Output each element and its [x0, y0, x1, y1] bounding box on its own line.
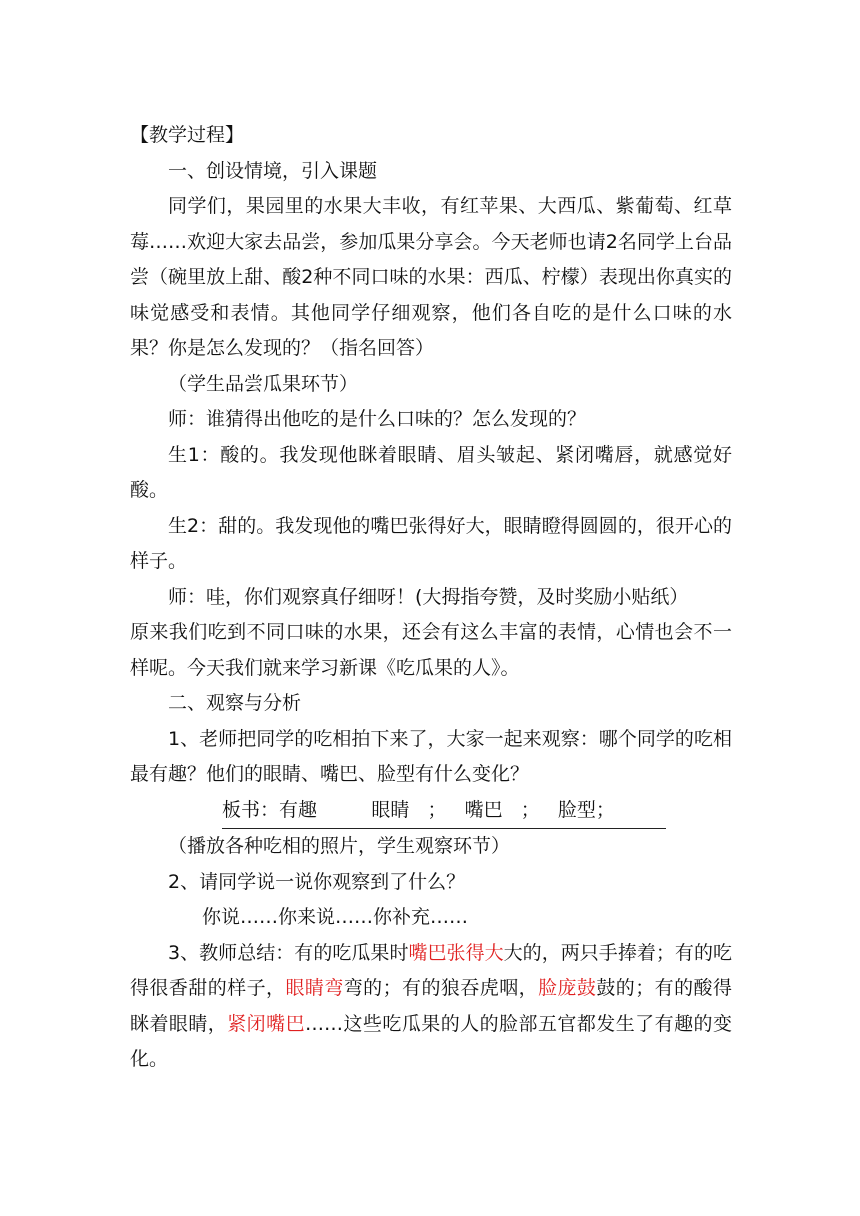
paragraph-stage-note: （学生品尝瓜果环节） [168, 372, 359, 395]
section-title-2: 二、观察与分析 [168, 692, 302, 714]
paragraph-photo-note: （播放各种吃相的照片，学生观察环节） [168, 835, 511, 857]
paragraph-summary [130, 936, 732, 1078]
summary-text-4: 鼓的；有的酸得眯着眼睛， [130, 977, 732, 1035]
summary-text-2: 大的，两只手捧着；有的吃得很香甜的样子， [130, 941, 732, 999]
document-page [130, 118, 732, 1078]
summary-text-5: ……这些吃瓜果的人的脸部五官都发生了有趣的变化。 [130, 1012, 732, 1070]
paragraph-teacher-praise: 师：哇，你们观察真仔细呀！(大拇指夸赞，及时奖励小贴纸） [168, 585, 689, 608]
summary-text-3: 弯的；有的狼吞虎咽， [343, 977, 539, 999]
paragraph-observe: 1、老师把同学的吃相拍下来了，大家一起来观察：哪个同学的吃相最有趣？他们的眼睛、嘴巴、脸型有什么变化？ [130, 727, 732, 785]
paragraph-teacher-question: 师：谁猜得出他吃的是什么口味的？怎么发现的？ [168, 408, 587, 430]
paragraph-lesson-intro: 原来我们吃到不同口味的水果，还会有这么丰富的表情，心情也会不一样呢。今天我们就来学习新课《吃瓜果的人》。 [130, 621, 732, 679]
heading: 【教学过程】 [130, 124, 245, 146]
paragraph-student-2: 生2：甜的。我发现他的嘴巴张得好大，眼睛瞪得圆圆的，很开心的样子。 [130, 514, 732, 572]
summary-highlight-cheeks: 脸庞鼓 [538, 977, 597, 999]
summary-text-1: 3、教师总结：有的吃瓜果时 [168, 941, 409, 964]
paragraph-intro: 同学们，果园里的水果大丰收，有红苹果、大西瓜、紫葡萄、红草莓……欢迎大家去品尝，参加瓜果分享会。今天老师也请2名同学上台品尝（碗里放上甜、酸2种不同口味的水果：西瓜、柠檬）表现出你真实的味觉感受和表情。其他同学仔细观察，他们各自吃的是什么口味的水果？你是怎么发现的？（指名回答） [130, 195, 732, 359]
paragraph-share: 2、请同学说一说你观察到了什么？ [168, 870, 466, 893]
blackboard-notes: 板书：有趣 眼睛 ； 嘴巴 ； 脸型； [222, 793, 666, 830]
summary-highlight-lips: 紧闭嘴巴 [227, 1012, 306, 1035]
paragraph-prompts: 你说……你来说……你补充…… [202, 906, 469, 928]
section-title-1: 一、创设情境，引入课题 [168, 159, 378, 182]
summary-highlight-mouth: 嘴巴张得大 [408, 941, 504, 964]
paragraph-student-1: 生1：酸的。我发现他眯着眼睛、眉头皱起、紧闭嘴唇，就感觉好酸。 [130, 443, 732, 501]
summary-highlight-eyes: 眼睛弯 [285, 977, 344, 999]
